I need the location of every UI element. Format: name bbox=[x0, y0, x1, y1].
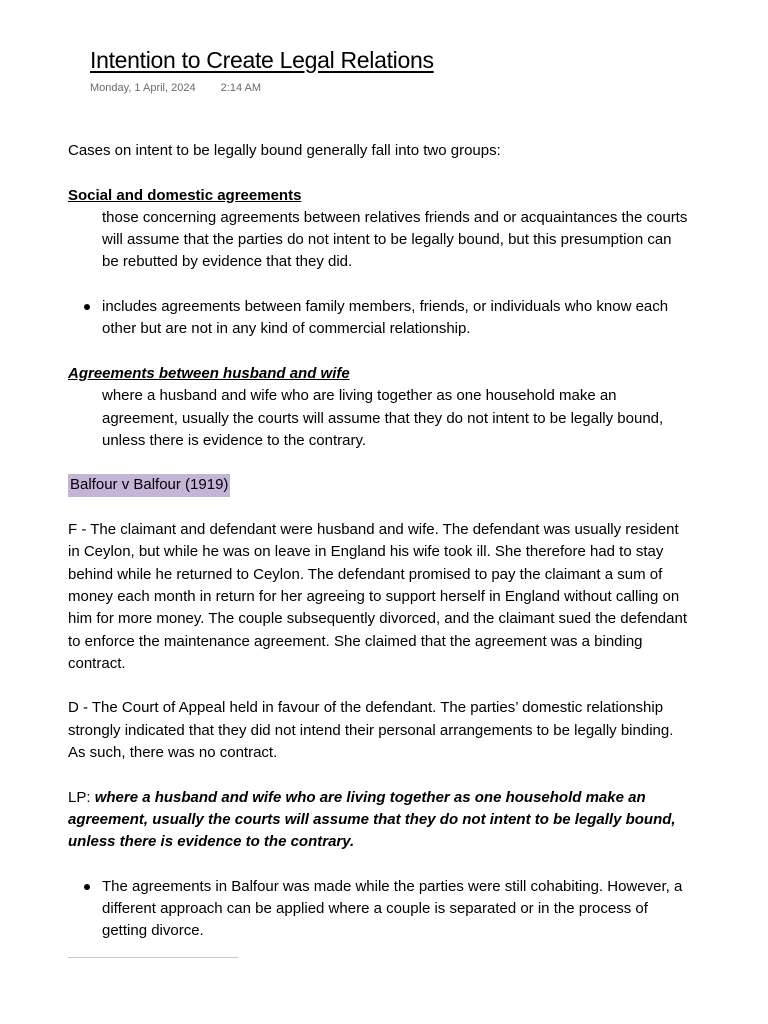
lp-label: LP: bbox=[68, 788, 91, 806]
page-date: Monday, 1 April, 2024 bbox=[90, 82, 196, 94]
social-bullet: includes agreements between family members, friends, or individuals who know each other but are not in any kind of commercial relationship. bbox=[68, 296, 688, 341]
note-body bbox=[68, 140, 688, 943]
page-title: Intention to Create Legal Relations bbox=[90, 47, 434, 73]
case-decision: D - The Court of Appeal held in favour of the defendant. The parties’ domestic relationship strongly indicated that they did not intend their personal arrangements to be legally binding. As such, there was no contract. bbox=[68, 699, 674, 762]
social-heading-text: Social and domestic agreements bbox=[68, 186, 302, 204]
page-meta bbox=[90, 82, 261, 94]
case-heading bbox=[68, 474, 688, 496]
husband-wife-heading-text: Agreements between husband and wife bbox=[68, 364, 350, 382]
social-body: those concerning agreements between relatives friends and or acquaintances the courts will assume that the parties do not intent to be legally bound, but this presumption can be rebutted by evidence that they did. bbox=[102, 208, 688, 271]
lp-text: where a husband and wife who are living together as one household make an agreement, usually the courts will assume that they do not intent to be legally bound, unless there is evidence to the contrary. bbox=[68, 788, 676, 851]
case-facts: F - The claimant and defendant were husband and wife. The defendant was usually resident in Ceylon, but while he was on leave in England his wife took ill. She therefore had to stay behind while he returned to Ceylon. The defendant promised to pay the claimant a sum of money each month in return for her agreeing to support herself in England without calling on him for more money. The couple subsequently divorced, and the claimant sued the defendant to enforce the maintenance agreement. She claimed that the agreement was a binding contract. bbox=[68, 521, 687, 672]
case-name-highlight: Balfour v Balfour (1919) bbox=[68, 474, 230, 496]
legal-principle bbox=[68, 787, 688, 854]
intro-text: Cases on intent to be legally bound generally fall into two groups: bbox=[68, 142, 501, 159]
husband-wife-body: where a husband and wife who are living together as one household make an agreement, usually the courts will assume that they do not intent to be legally bound, unless there is evidence to the contrary. bbox=[102, 387, 664, 449]
husband-wife-heading bbox=[68, 363, 688, 385]
case-bullet: The agreements in Balfour was made while the parties were still cohabiting. However, a different approach can be applied where a couple is separated or in the process of getting divorce. bbox=[68, 876, 688, 943]
social-heading bbox=[68, 185, 688, 207]
page-time: 2:14 AM bbox=[220, 82, 262, 94]
footer-divider bbox=[68, 957, 238, 958]
